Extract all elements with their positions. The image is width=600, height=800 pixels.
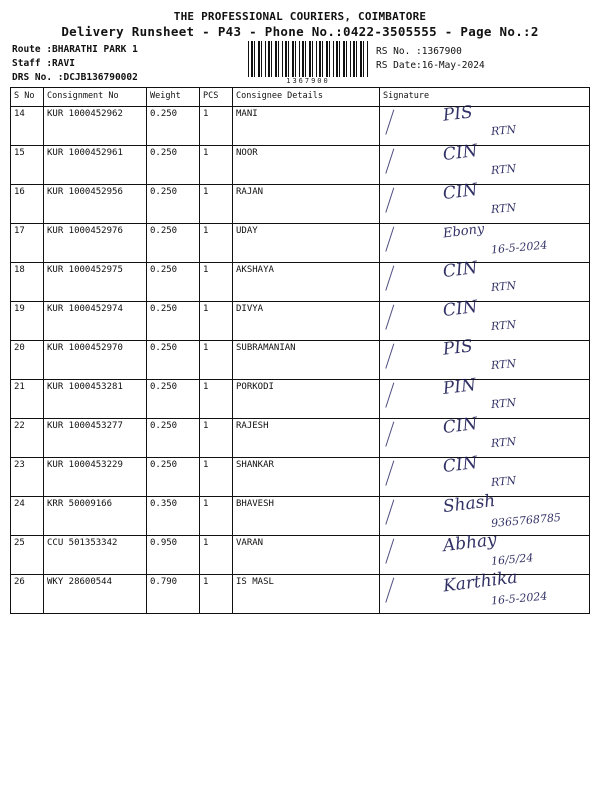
cell-consignment: KUR 1000452961 bbox=[44, 146, 147, 185]
signature-area bbox=[383, 452, 586, 494]
cell-pcs: 1 bbox=[200, 458, 233, 497]
cell-sno: 14 bbox=[11, 107, 44, 146]
check-mark-icon bbox=[385, 305, 405, 334]
column-header-weight: Weight bbox=[147, 88, 200, 107]
check-mark-icon bbox=[385, 383, 405, 412]
table-row bbox=[11, 341, 590, 380]
signature-area bbox=[383, 179, 586, 221]
cell-pcs: 1 bbox=[200, 575, 233, 614]
cell-weight: 0.790 bbox=[147, 575, 200, 614]
meta-right-block bbox=[376, 45, 485, 73]
rs-date-value: 16-May-2024 bbox=[421, 60, 485, 71]
signature-text: CIN bbox=[441, 413, 479, 439]
meta-left-block bbox=[12, 43, 138, 85]
signature-area bbox=[383, 296, 586, 338]
check-mark-icon bbox=[385, 344, 405, 373]
cell-consignee: MANI bbox=[233, 107, 380, 146]
table-row bbox=[11, 224, 590, 263]
signature-area bbox=[383, 257, 586, 299]
cell-sno: 21 bbox=[11, 380, 44, 419]
signature-subtext: RTN bbox=[490, 356, 517, 373]
cell-consignee: RAJESH bbox=[233, 419, 380, 458]
cell-consignee: VARAN bbox=[233, 536, 380, 575]
signature-text: PIN bbox=[441, 375, 478, 399]
signature-text: PIS bbox=[441, 102, 474, 126]
signature-text: CIN bbox=[441, 452, 479, 478]
cell-pcs: 1 bbox=[200, 536, 233, 575]
cell-signature bbox=[380, 490, 590, 536]
cell-weight: 0.250 bbox=[147, 107, 200, 146]
cell-pcs: 1 bbox=[200, 419, 233, 458]
signature-area bbox=[383, 221, 586, 260]
signature-subtext: 9365768785 bbox=[490, 510, 562, 531]
cell-sno: 17 bbox=[11, 224, 44, 263]
cell-weight: 0.250 bbox=[147, 458, 200, 497]
cell-pcs: 1 bbox=[200, 341, 233, 380]
cell-pcs: 1 bbox=[200, 263, 233, 302]
cell-sno: 19 bbox=[11, 302, 44, 341]
signature-area bbox=[383, 336, 586, 377]
cell-signature bbox=[380, 102, 590, 146]
check-mark-icon bbox=[385, 422, 405, 451]
document-meta bbox=[10, 41, 590, 87]
cell-consignee: IS MASL bbox=[233, 575, 380, 614]
check-mark-icon bbox=[385, 227, 405, 256]
cell-consignment: CCU 501353342 bbox=[44, 536, 147, 575]
check-mark-icon bbox=[385, 110, 405, 139]
signature-subtext: RTN bbox=[490, 122, 517, 139]
cell-consignment: KUR 1000452956 bbox=[44, 185, 147, 224]
cell-consignment: KUR 1000452962 bbox=[44, 107, 147, 146]
cell-consignee: DIVYA bbox=[233, 302, 380, 341]
signature-text: Karthika bbox=[441, 567, 519, 597]
table-body bbox=[11, 102, 590, 614]
cell-weight: 0.250 bbox=[147, 302, 200, 341]
signature-area bbox=[383, 375, 586, 416]
cell-sno: 24 bbox=[11, 497, 44, 536]
check-mark-icon bbox=[385, 266, 405, 295]
table-row bbox=[11, 185, 590, 224]
check-mark-icon bbox=[385, 149, 405, 178]
cell-signature bbox=[380, 567, 590, 614]
signature-subtext: RTN bbox=[490, 473, 517, 490]
cell-sno: 15 bbox=[11, 146, 44, 185]
signature-text: CIN bbox=[441, 296, 479, 322]
check-mark-icon bbox=[385, 461, 405, 490]
signature-subtext: RTN bbox=[490, 434, 517, 451]
cell-weight: 0.350 bbox=[147, 497, 200, 536]
cell-weight: 0.950 bbox=[147, 536, 200, 575]
check-mark-icon bbox=[385, 539, 405, 568]
rs-no-value: 1367900 bbox=[421, 46, 462, 57]
cell-consignee: PORKODI bbox=[233, 380, 380, 419]
table-row bbox=[11, 380, 590, 419]
cell-signature bbox=[380, 336, 590, 380]
table-row bbox=[11, 302, 590, 341]
cell-consignment: KUR 1000452976 bbox=[44, 224, 147, 263]
cell-consignment: WKY 28600544 bbox=[44, 575, 147, 614]
signature-subtext: RTN bbox=[490, 278, 517, 295]
cell-consignee: AKSHAYA bbox=[233, 263, 380, 302]
cell-pcs: 1 bbox=[200, 497, 233, 536]
signature-subtext: 16-5-2024 bbox=[490, 589, 548, 608]
cell-weight: 0.250 bbox=[147, 185, 200, 224]
cell-sno: 22 bbox=[11, 419, 44, 458]
cell-consignee: UDAY bbox=[233, 224, 380, 263]
route-label: Route : bbox=[12, 44, 53, 55]
cell-signature bbox=[380, 452, 590, 497]
signature-text: PIS bbox=[441, 336, 474, 360]
cell-consignee: SHANKAR bbox=[233, 458, 380, 497]
cell-signature bbox=[380, 140, 590, 185]
cell-pcs: 1 bbox=[200, 146, 233, 185]
table-row bbox=[11, 497, 590, 536]
page-title: Delivery Runsheet - P43 - Phone No.:0422-3505555 - Page No.:2 bbox=[61, 24, 539, 39]
cell-weight: 0.250 bbox=[147, 419, 200, 458]
rs-date-label: RS Date: bbox=[376, 60, 422, 71]
cell-sno: 23 bbox=[11, 458, 44, 497]
company-name: THE PROFESSIONAL COURIERS, COIMBATORE bbox=[173, 10, 427, 23]
cell-sno: 18 bbox=[11, 263, 44, 302]
drs-value: DCJB136790002 bbox=[63, 72, 138, 83]
column-header-sno: S No bbox=[11, 88, 44, 107]
cell-sno: 25 bbox=[11, 536, 44, 575]
cell-consignment: KUR 1000453281 bbox=[44, 380, 147, 419]
signature-area bbox=[383, 140, 586, 182]
barcode-image bbox=[248, 41, 368, 77]
signature-subtext: RTN bbox=[490, 317, 517, 334]
signature-subtext: 16/5/24 bbox=[490, 551, 534, 568]
cell-consignment: KUR 1000453229 bbox=[44, 458, 147, 497]
column-header-pcs: PCS bbox=[200, 88, 233, 107]
signature-area bbox=[383, 529, 586, 572]
staff-value: RAVI bbox=[52, 58, 75, 69]
rs-no-label: RS No. : bbox=[376, 46, 422, 57]
cell-consignment: KUR 1000452975 bbox=[44, 263, 147, 302]
staff-label: Staff : bbox=[12, 58, 53, 69]
cell-consignee: BHAVESH bbox=[233, 497, 380, 536]
table-row bbox=[11, 419, 590, 458]
route-value: BHARATHI PARK 1 bbox=[52, 44, 138, 55]
cell-signature bbox=[380, 296, 590, 341]
cell-sno: 16 bbox=[11, 185, 44, 224]
cell-consignee: RAJAN bbox=[233, 185, 380, 224]
check-mark-icon bbox=[385, 578, 405, 607]
cell-consignment: KUR 1000452970 bbox=[44, 341, 147, 380]
table-row bbox=[11, 107, 590, 146]
check-mark-icon bbox=[385, 188, 405, 217]
signature-area bbox=[383, 490, 586, 533]
cell-sno: 20 bbox=[11, 341, 44, 380]
cell-pcs: 1 bbox=[200, 107, 233, 146]
table-row bbox=[11, 575, 590, 614]
signature-subtext: 16-5-2024 bbox=[490, 238, 548, 257]
cell-weight: 0.250 bbox=[147, 146, 200, 185]
signature-subtext: RTN bbox=[490, 395, 517, 412]
signature-text: CIN bbox=[441, 140, 479, 166]
cell-signature bbox=[380, 221, 590, 263]
table-row bbox=[11, 458, 590, 497]
signature-subtext: RTN bbox=[490, 161, 517, 178]
cell-signature bbox=[380, 257, 590, 302]
signature-text: Shash bbox=[441, 490, 497, 518]
column-header-signature: Signature bbox=[380, 88, 590, 107]
cell-pcs: 1 bbox=[200, 380, 233, 419]
cell-weight: 0.250 bbox=[147, 380, 200, 419]
runsheet-table bbox=[10, 87, 590, 614]
cell-signature bbox=[380, 529, 590, 575]
signature-area bbox=[383, 102, 586, 143]
cell-consignment: KUR 1000453277 bbox=[44, 419, 147, 458]
cell-pcs: 1 bbox=[200, 185, 233, 224]
signature-text: Ebony bbox=[442, 221, 486, 242]
cell-consignee: SUBRAMANIAN bbox=[233, 341, 380, 380]
table-row bbox=[11, 146, 590, 185]
cell-signature bbox=[380, 413, 590, 458]
cell-pcs: 1 bbox=[200, 302, 233, 341]
signature-subtext: RTN bbox=[490, 200, 517, 217]
cell-consignment: KUR 1000452974 bbox=[44, 302, 147, 341]
cell-sno: 26 bbox=[11, 575, 44, 614]
cell-signature bbox=[380, 179, 590, 224]
table-row bbox=[11, 263, 590, 302]
signature-area bbox=[383, 567, 586, 611]
cell-consignee: NOOR bbox=[233, 146, 380, 185]
cell-signature bbox=[380, 375, 590, 419]
column-header-consignee: Consignee Details bbox=[233, 88, 380, 107]
column-header-consignment: Consignment No bbox=[44, 88, 147, 107]
cell-consignment: KRR 50009166 bbox=[44, 497, 147, 536]
table-header-row bbox=[11, 88, 590, 107]
signature-text: Abhay bbox=[441, 529, 498, 557]
barcode-number: 1367900 bbox=[286, 77, 330, 85]
signature-area bbox=[383, 413, 586, 455]
signature-text: CIN bbox=[441, 179, 479, 205]
cell-pcs: 1 bbox=[200, 224, 233, 263]
signature-text: CIN bbox=[441, 257, 479, 283]
cell-weight: 0.250 bbox=[147, 341, 200, 380]
cell-weight: 0.250 bbox=[147, 224, 200, 263]
check-mark-icon bbox=[385, 500, 405, 529]
cell-weight: 0.250 bbox=[147, 263, 200, 302]
drs-label: DRS No. : bbox=[12, 72, 64, 83]
